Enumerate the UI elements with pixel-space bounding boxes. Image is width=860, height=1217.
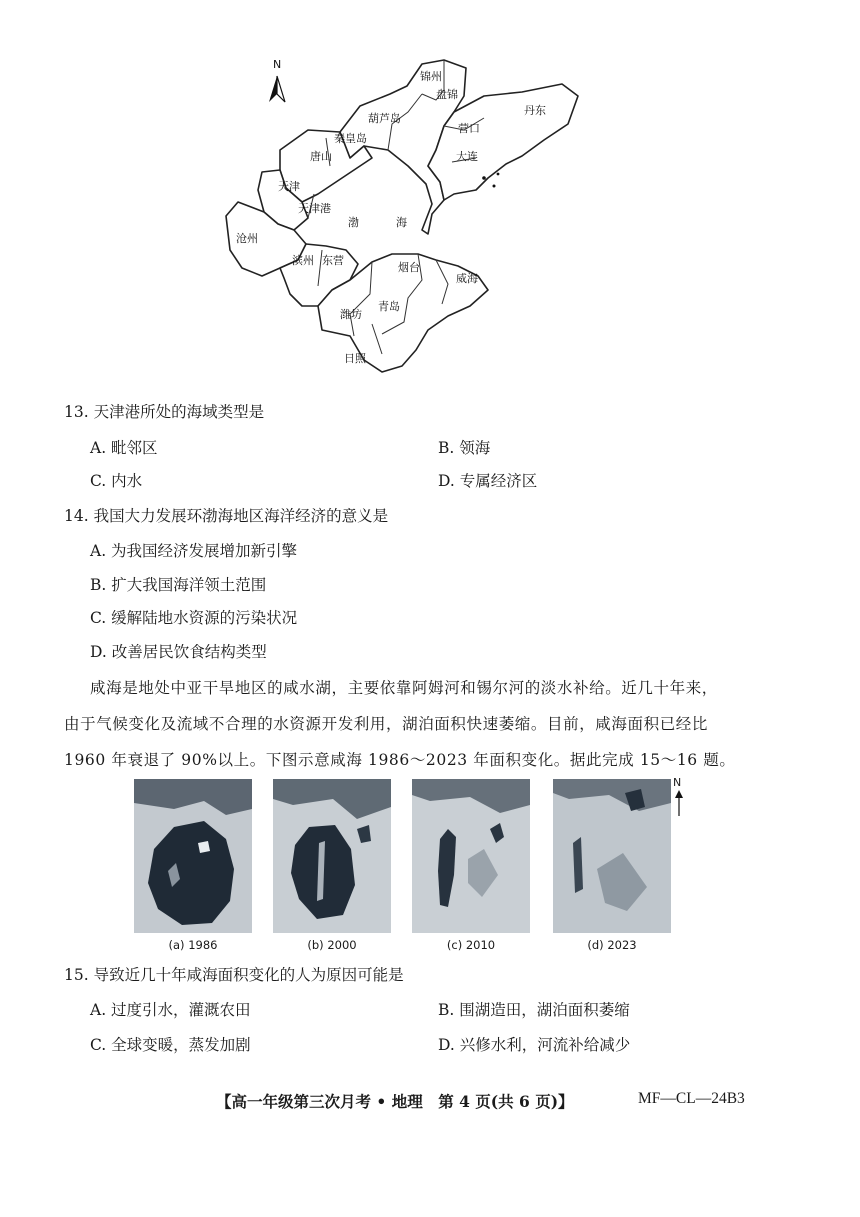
figure-north-arrow-icon: [674, 790, 684, 816]
map-north-label: N: [273, 58, 282, 71]
question-15-option-b: B. 围湖造田，湖泊面积萎缩: [438, 1001, 630, 1019]
figure-north-label: N: [673, 776, 682, 789]
map-label-cangzhou: 沧州: [236, 232, 258, 245]
aral-sea-passage: [64, 670, 760, 778]
map-label-weifang: 潍坊: [340, 308, 362, 321]
question-14-option-a: A. 为我国经济发展增加新引擎: [90, 542, 298, 560]
caption-2000: (b) 2000: [307, 938, 357, 952]
map-label-tianjin: 天津: [278, 180, 300, 193]
caption-1986: (a) 1986: [168, 938, 218, 952]
question-14-option-b: B. 扩大我国海洋领土范围: [90, 576, 267, 594]
map-label-dongying: 东营: [322, 254, 344, 267]
satellite-image-2010: [412, 779, 530, 933]
caption-2010: (c) 2010: [446, 938, 496, 952]
caption-2023: (d) 2023: [587, 938, 637, 952]
north-arrow-icon: [269, 76, 285, 102]
map-label-panjin: 盘锦: [436, 88, 458, 101]
satellite-image-1986: [134, 779, 252, 933]
satellite-image-2023: [553, 779, 671, 933]
map-label-jinzhou: 锦州: [420, 70, 442, 83]
passage-line-2: 由于气候变化及流域不合理的水资源开发利用，湖泊面积快速萎缩。目前，咸海面积已经比: [64, 715, 709, 733]
map-label-tangshan: 唐山: [310, 150, 332, 163]
map-label-yantai: 烟台: [398, 261, 420, 274]
question-15-option-c: C. 全球变暖，蒸发加剧: [90, 1036, 251, 1054]
satellite-image-2000: [273, 779, 391, 933]
map-label-qinhuangdao: 秦皇岛: [334, 132, 367, 145]
page-footer-title: 【高一年级第三次月考 • 地理 第 4 页(共 6 页)】: [216, 1092, 574, 1111]
map-label-tianjin-port: 天津港: [298, 202, 331, 215]
passage-line-3: 1960 年衰退了 90%以上。下图示意咸海 1986～2023 年面积变化。据此完成 15～16 题。: [64, 751, 736, 769]
map-label-dalian: 大连: [456, 150, 478, 163]
question-14-option-c: C. 缓解陆地水资源的污染状况: [90, 609, 298, 627]
bohai-region-map: [222, 54, 584, 376]
map-label-yingkou: 营口: [458, 122, 480, 135]
map-label-qingdao: 青岛: [378, 300, 400, 313]
question-13-option-c: C. 内水: [90, 472, 143, 490]
passage-line-1: 咸海是地处中亚干旱地区的咸水湖，主要依靠阿姆河和锡尔河的淡水补给。近几十年来，: [90, 679, 718, 697]
question-13-option-d: D. 专属经济区: [438, 472, 538, 490]
question-13-option-b: B. 领海: [438, 439, 491, 457]
question-15-stem: 15. 导致近几十年咸海面积变化的人为原因可能是: [64, 966, 404, 984]
question-14-option-d: D. 改善居民饮食结构类型: [90, 643, 267, 661]
map-label-binzhou: 滨州: [292, 254, 314, 267]
map-label-huludao: 葫芦岛: [368, 112, 401, 125]
map-label-bo: 渤: [348, 216, 359, 229]
map-label-weihai: 威海: [456, 272, 478, 285]
question-13-stem: 13. 天津港所处的海域类型是: [64, 403, 265, 421]
question-13-option-a: A. 毗邻区: [90, 439, 158, 457]
map-label-rizhao: 日照: [344, 352, 366, 365]
question-15-option-a: A. 过度引水，灌溉农田: [90, 1001, 251, 1019]
question-14-stem: 14. 我国大力发展环渤海地区海洋经济的意义是: [64, 507, 389, 525]
map-label-hai: 海: [396, 216, 407, 229]
page-footer-code: MF—CL—24B3: [638, 1090, 745, 1107]
map-label-dandong: 丹东: [524, 104, 546, 117]
question-15-option-d: D. 兴修水利，河流补给减少: [438, 1036, 631, 1054]
